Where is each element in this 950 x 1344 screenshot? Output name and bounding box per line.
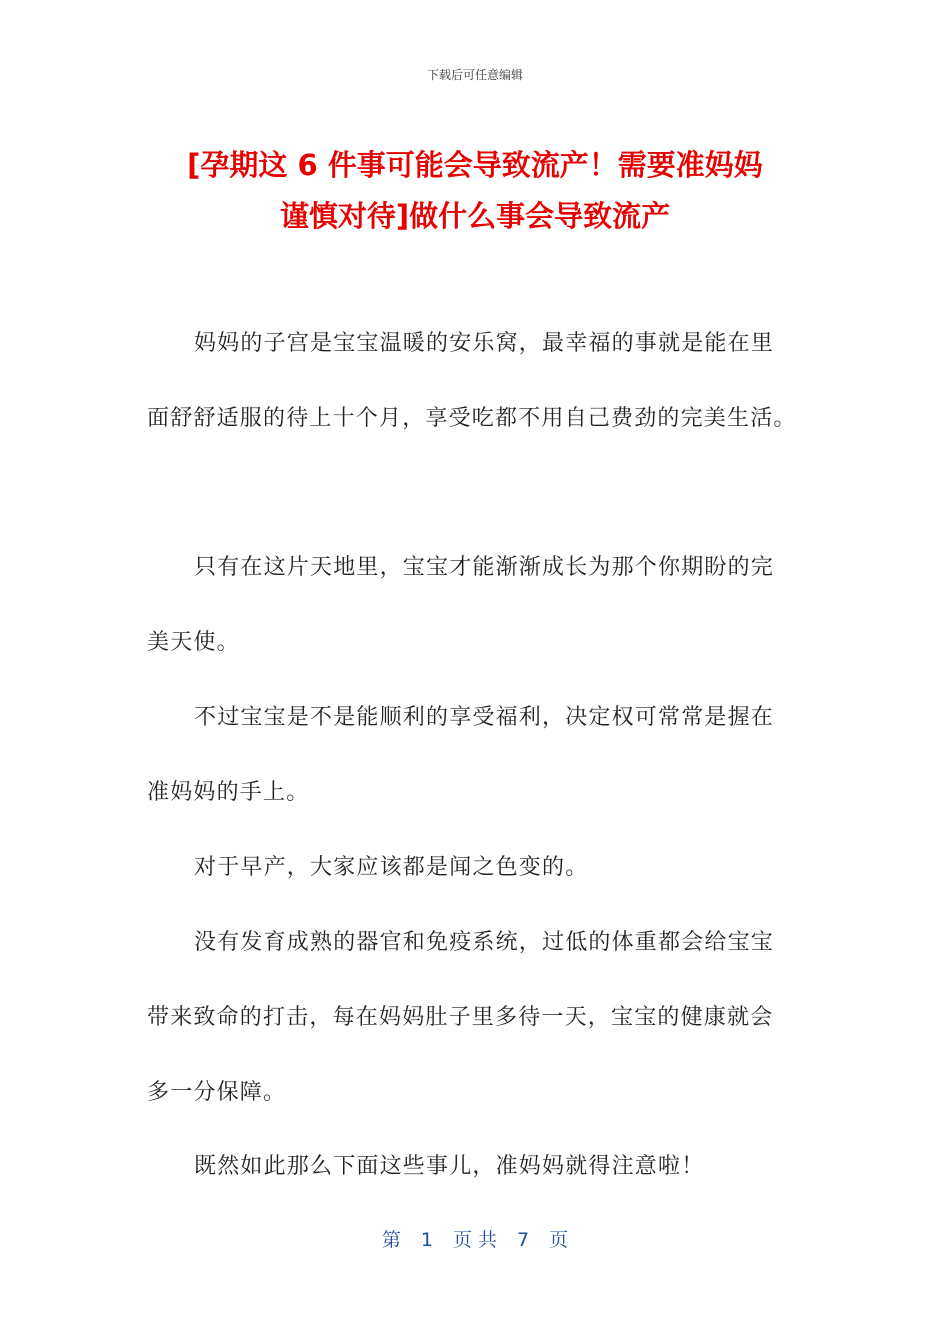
paragraph-line: 没有发育成熟的器官和免疫系统，过低的体重都会给宝宝 [194,930,775,955]
paragraph-1 [147,306,807,456]
paragraph-line: 不过宝宝是不是能顺利的享受福利，决定权可常常是握在 [194,705,775,730]
paragraph-line: 美天使。 [147,630,240,655]
paragraph-5 [147,905,807,1130]
page-number: 1 [420,1229,433,1251]
paragraph-4 [147,830,807,905]
paragraph-line: 多一分保障。 [147,1080,287,1105]
title-line-2: 谨慎对待]做什么事会导致流产 [279,199,671,233]
page-mid: 页 共 [452,1229,498,1251]
header-note: 下载后可任意编辑 [426,68,523,82]
page-total: 7 [517,1229,530,1251]
page-footer [0,1225,950,1252]
paragraph-2 [147,530,807,680]
paragraph-line: 准妈妈的手上。 [147,780,310,805]
paragraph-line: 对于早产，大家应该都是闻之色变的。 [194,855,589,880]
page-suffix: 页 [549,1229,569,1251]
paragraph-line: 面舒舒适服的待上十个月，享受吃都不用自己费劲的完美生活。 [147,406,797,431]
document-title [120,140,830,242]
paragraph-6 [147,1129,807,1204]
paragraph-line: 既然如此那么下面这些事儿，准妈妈就得注意啦！ [194,1154,705,1179]
page-prefix: 第 [381,1229,401,1251]
title-line-1: [孕期这 6 件事可能会导致流产！需要准妈妈 [187,148,763,182]
paragraph-line: 妈妈的子宫是宝宝温暖的安乐窝，最幸福的事就是能在里 [194,331,775,356]
paragraph-3 [147,680,807,830]
paragraph-line: 带来致命的打击，每在妈妈肚子里多待一天，宝宝的健康就会 [147,1005,774,1030]
paragraph-line: 只有在这片天地里，宝宝才能渐渐成长为那个你期盼的完 [194,555,775,580]
